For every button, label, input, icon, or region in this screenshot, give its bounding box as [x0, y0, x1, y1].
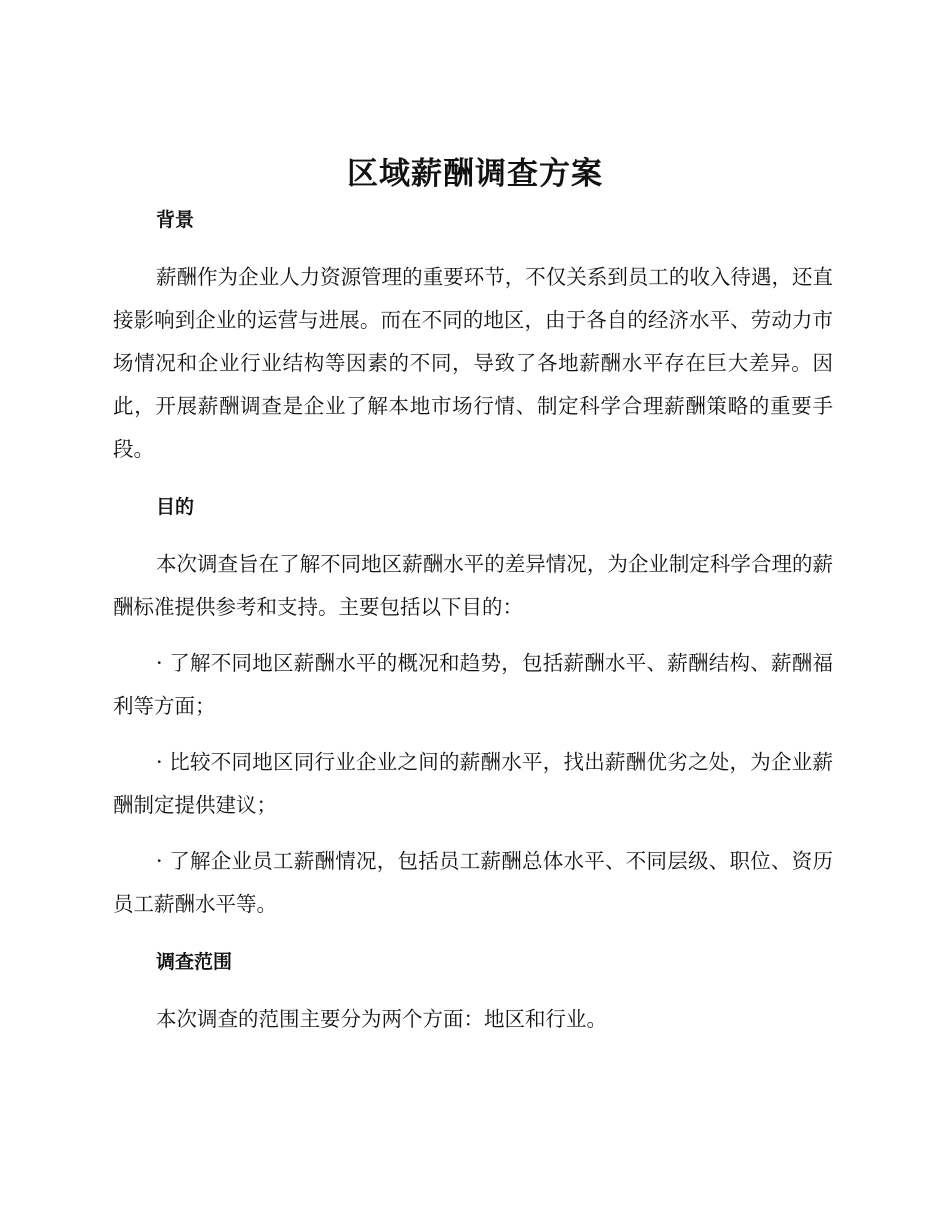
document-body — [113, 203, 833, 1054]
paragraph: 本次调查旨在了解不同地区薪酬水平的差异情况，为企业制定科学合理的薪酬标准提供参考和支持。主要包括以下目的： — [113, 552, 833, 619]
bullet-item: · 比较不同地区同行业企业之间的薪酬水平，找出薪酬优劣之处，为企业薪酬制定提供建议； — [113, 750, 833, 817]
bullet-item: · 了解不同地区薪酬水平的概况和趋势，包括薪酬水平、薪酬结构、薪酬福利等方面； — [113, 651, 833, 718]
paragraph: 薪酬作为企业人力资源管理的重要环节，不仅关系到员工的收入待遇，还直接影响到企业的运营与进展。而在不同的地区，由于各自的经济水平、劳动力市场情况和企业行业结构等因素的不同，导致了各地薪酬水平存在巨大差异。因此，开展薪酬调查是企业了解本地市场行情、制定科学合理薪酬策略的重要手段。 — [113, 265, 833, 461]
section-background — [113, 203, 833, 471]
section-purpose — [113, 490, 833, 926]
section-heading: 目的 — [156, 496, 195, 518]
paragraph: 本次调查的范围主要分为两个方面：地区和行业。 — [156, 1007, 607, 1031]
bullet-item: · 了解企业员工薪酬情况，包括员工薪酬总体水平、不同层级、职位、资历员工薪酬水平等。 — [113, 849, 833, 916]
section-scope — [113, 945, 833, 1041]
section-heading: 调查范围 — [156, 951, 233, 973]
document-title: 区域薪酬调查方案 — [347, 156, 603, 192]
section-heading: 背景 — [156, 209, 195, 231]
